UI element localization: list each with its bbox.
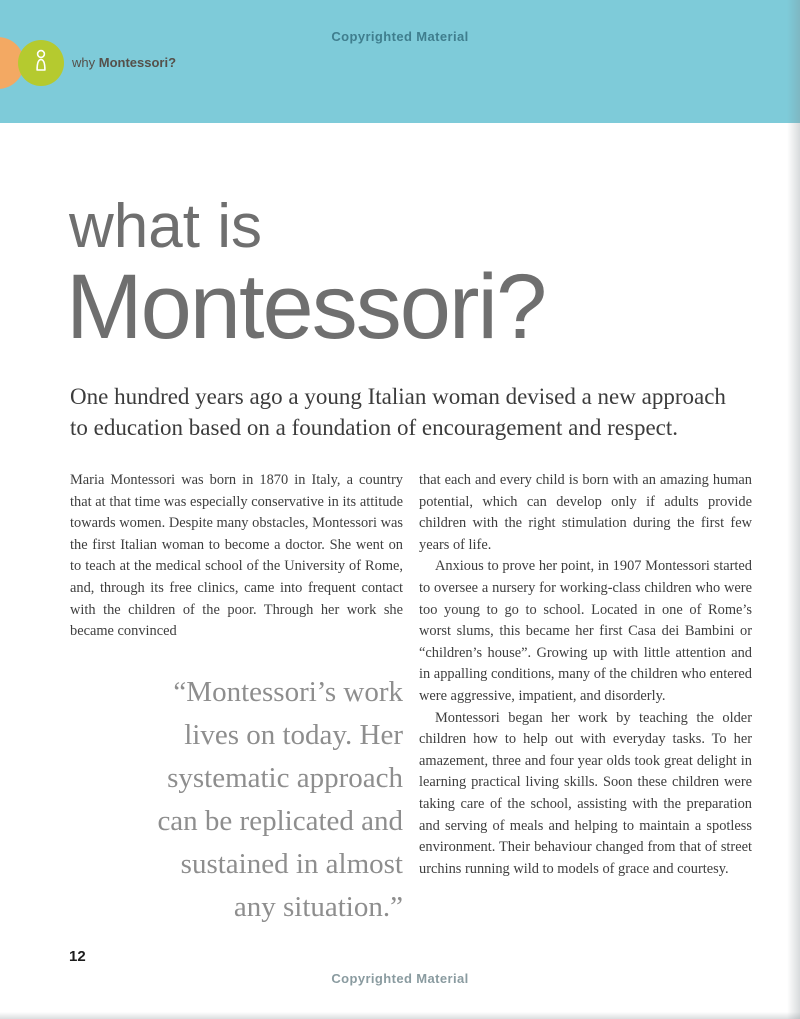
page-edge-right-shadow	[787, 0, 800, 1019]
green-accent-circle	[18, 40, 64, 86]
pull-quote-line: lives on today. Her	[184, 718, 403, 751]
intro-standfirst	[70, 381, 726, 443]
pull-quote	[70, 671, 403, 929]
body-paragraph: Anxious to prove her point, in 1907 Montessori started to oversee a nursery for working-class children who were too young to go to school. Located in one of Rome’s worst slums, this became her first Casa dei Bambini or “children’s house”. Growing up with little attention and in appalling conditions, many of the children who entered were aggressive, impatient, and disorderly.	[419, 558, 752, 704]
page-number: 12	[69, 948, 86, 965]
copyright-notice-bottom: Copyrighted Material	[331, 971, 469, 986]
pull-quote-line: can be replicated and	[157, 804, 403, 837]
body-paragraph: that each and every child is born with an amazing human potential, which can develop only if adults provide children with the right stimulation during the first few years of life.	[419, 472, 752, 553]
page-edge-bottom-shadow	[0, 1012, 800, 1019]
pull-quote-line: sustained in almost	[180, 847, 403, 880]
chapter-title-line1: what is	[69, 192, 262, 261]
pull-quote-line: any situation.”	[233, 890, 403, 923]
intro-line: to education based on a foundation of encouragement and respect.	[70, 415, 678, 440]
chapter-title-line2: Montessori?	[66, 256, 546, 358]
series-prefix: why	[72, 55, 99, 70]
right-column	[419, 470, 752, 880]
intro-line: One hundred years ago a young Italian woman devised a new approach	[70, 384, 726, 409]
left-column	[70, 470, 403, 929]
body-paragraph: Maria Montessori was born in 1870 in Italy, a country that at that time was especially conservative in its attitude towards women. Despite many obstacles, Montessori was the first Italian woman to become a doctor. She went on to teach at the medical school of the University of Rome, and, through its free clinics, came into frequent contact with the children of the poor. Through her work she became convinced	[70, 472, 403, 640]
series-name: Montessori?	[98, 55, 177, 70]
pull-quote-line: “Montessori’s work	[173, 675, 403, 708]
copyright-notice-top: Copyrighted Material	[331, 29, 469, 44]
body-paragraph: Montessori began her work by teaching the older children how to help out with everyday tasks. To her amazement, three and four year olds took great delight in learning practical living skills. Soon these children were taking care of the school, assisting with the preparation and serving of meals and helping to maintain a spotless environment. Their behaviour changed from that of street urchins running wild to models of grace and courtesy.	[419, 709, 752, 877]
doll-icon	[31, 48, 51, 78]
pull-quote-line: systematic approach	[167, 761, 403, 794]
series-title	[72, 55, 176, 70]
